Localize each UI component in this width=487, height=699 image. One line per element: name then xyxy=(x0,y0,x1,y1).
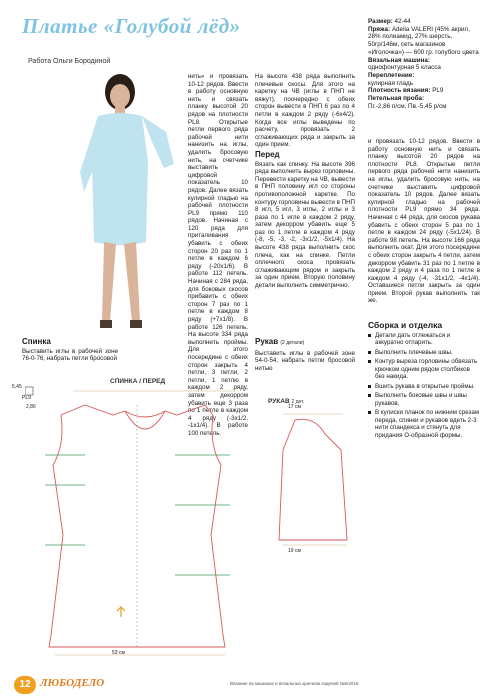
back-start-text: Выставить иглы в рабочей зоне 76-0-76, набрать петли бросовой xyxy=(22,347,118,363)
size-label: Размер: xyxy=(368,18,393,25)
pattern-bottom-width: 53 см xyxy=(112,650,125,656)
weave-label: Переплетение: xyxy=(368,71,415,79)
author-credit: Работа Ольги Бородиной xyxy=(28,58,111,65)
assembly-heading: Сборка и отделка xyxy=(368,320,443,330)
sleeve-outline xyxy=(279,419,347,540)
sleeve-count-note: (2 детали) xyxy=(280,340,305,346)
loop-sample-value: Пг.-2,86 п/см, Пв.-5,45 р/см xyxy=(368,102,447,110)
loop-sample-label: Петельная проба: xyxy=(368,95,425,103)
machine-label: Вязальная машина: xyxy=(368,56,430,64)
assembly-step: Выполнить плечевые швы. xyxy=(368,349,480,357)
back-front-pattern-diagram xyxy=(25,385,245,670)
density-label: Плотность вязания: xyxy=(368,87,431,95)
sleeve-top-width: 17 см xyxy=(288,404,301,410)
sleeve-title: РУКАВ xyxy=(268,398,290,405)
assembly-list xyxy=(368,332,480,440)
front-instructions: Вязать как спинку. На высоте 396 ряда выполнить вырез горловины. Перевести каретку на ЧВ, вывести в ПНП половину игл со стороны противоположной каретке. По контуру горловины вывести в ПНП 8 игл, 5 игл, 3 иглы, 2 иглы и 3 раза по 1 игле в каждом 2 ряду, затем декорром убавить еще 5 раз по 1 петле в каждом 4 ряду (-8, -5, -3, -2, -3x1/2, -5x1/4). На высоте 438 ряда выполнить скос плеча, как на спинке. Петли оплечного скоса провязать сглаживающим рядом и закрыть за один прием. Вторую половину детали выполнить симметрично. xyxy=(255,160,355,290)
assembly-step: В кулиски планок по нижним срезам переда, спинки и рукавов вдеть 2-3 нити спандекса и стянуть для придания О-образной формы. xyxy=(368,409,480,439)
assembly-step: Детали дать отлежаться и аккуратно отпарить. xyxy=(368,332,480,347)
spec-panel xyxy=(368,18,480,110)
assembly-step: Выполнить боковые швы и швы рукавов. xyxy=(368,392,480,407)
yarn-label: Пряжа: xyxy=(368,25,391,33)
section-heading-sleeve: Рукав xyxy=(255,337,279,346)
back-instructions: нить» и провязать 10-12 рядов. Ввести в работу основную нить и связать планку высотой 20 рядов на плотности PL8. Открытые петли первого ряда рабочей нити нанизить на иглы, удалить бросовую нить, на счетчике выставить цифровой показатель 10 рядов. Далее вязать кулирной гладью на рабочей плотности PL9 прямо 110 рядов. Начиная с 120 ряда для приталивания убавить с обеих сторон 20 раз по 1 петле в каждом 6 ряду (-20x1/6). В работе 112 петель. Начиная с 284 ряда, для боковых скосов прибавить с обеих сторон 7 раз по 1 петле в каждом 8 ряду (+7x1/8). В работе 126 петель. На высоте 334 ряда выполнить проймы. Для этого посередине с обеих сторон закрыть 4 петли, 3 петли, 2 петли, 1 петлю в каждом 2 ряду, затем декорром убавить еще 3 раза по 1 петле в каждом 4 ряду (-3x1/2, -1x1/4). В работе 100 петель. xyxy=(188,73,248,437)
pattern-title-back-front: СПИНКА / ПЕРЕД xyxy=(110,378,166,385)
brand-logo: ЛЮБОДЕЛО xyxy=(40,677,105,689)
size-value: 42-44 xyxy=(394,18,411,25)
density-pg: 2,86 xyxy=(26,404,36,410)
sleeve-start-text: Выставить иглы в рабочей зоне 54-0-54, набрать петли бросовой нитью xyxy=(255,349,355,372)
weave-value: кулирная гладь xyxy=(368,79,413,87)
back-shoulder-text: На высоте 438 ряда выполнить плечевые скосы. Для этого на каретку на ЧВ (иглы в ПНП не вяжут), поочередно с обеих сторон вывести в ПНП 6 раз по 4 петли в каждом 2 ряду (-6x4/2). Когда все иглы выведены по расчету, провязать 2 сглаживающих ряда и закрыть за один прием. xyxy=(255,73,355,149)
density-pv: 5,45 xyxy=(12,384,22,390)
density-pl: PL9 xyxy=(22,395,31,401)
model-photo xyxy=(70,72,185,334)
sleeve-instructions: и провязать 10-12 рядов. Ввести в работу основную нить и связать планку высотой 20 рядов на плотности PL8. Открытые петли первого ряда рабочей нити нанизить на иглы, удалить бросовую нить, на счетчике выставить цифровой показатель 10 рядов. Далее вязать кулирной гладью на рабочей плотности PL9 прямо 34 ряда. Начиная с 44 ряда, для скосов рукава убавить с обеих сторон 5 раз по 1 петле в каждом 24 ряду (-5x1/24). В работе 98 петель. На высоте 166 ряда выполнить окат. Для этого посередине с обеих сторон закрыть 4 петли, затем декорром убавить 31 раз по 1 петле в каждом 2 ряду и 4 раза по 1 петле в каждом 4 ряду (-4, -31x1/2, -4x1/4). Оставшиеся петли закрыть за один прием. Второй рукав выполнить так же. xyxy=(368,138,480,305)
page-title: Платье «Голубой лёд» xyxy=(22,14,241,38)
section-heading-back: Спинка xyxy=(22,337,51,346)
page-number: 12 xyxy=(14,676,36,694)
assembly-step: Контур выреза горловины обвязать крючком одним рядом столбиков без накида. xyxy=(368,358,480,381)
machine-value: однофонтурная 5 класса xyxy=(368,64,441,72)
sleeve-pattern-diagram xyxy=(255,410,355,560)
section-heading-front: Перед xyxy=(255,149,280,159)
sleeve-bottom-width: 19 см xyxy=(288,548,301,554)
yarn-value: Adelia VALERI (45% акрил, 28% полиамид, 27% шерсть, 50гр/146м, сеть магазинов «Иголочка») — 600 гр. голубого цвета xyxy=(368,25,479,56)
footer-note: Вязание на машинах и вязальных крючком изделий №6/2016 xyxy=(230,681,359,686)
density-value: PL9 xyxy=(432,87,444,95)
assembly-step: Вшить рукава в открытые проймы. xyxy=(368,383,480,391)
sleeve-note: 2 дет. xyxy=(291,399,305,405)
